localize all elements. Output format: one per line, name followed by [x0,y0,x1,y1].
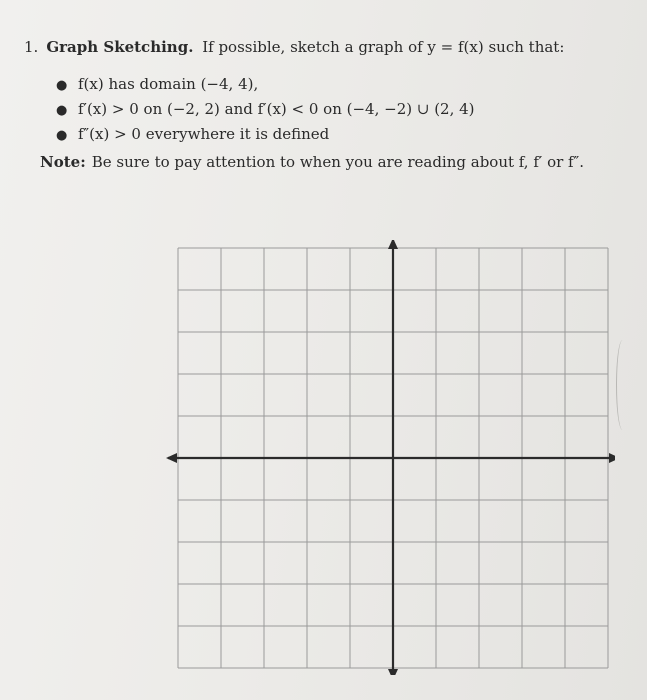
graph-grid-canvas[interactable] [160,240,615,675]
conditions-list [56,72,475,147]
condition-first-derivative: f′(x) > 0 on (−2, 2) and f′(x) < 0 on (−4, −2) ∪ (2, 4) [78,100,475,118]
x-axis-left-arrow-icon [166,453,177,463]
problem-number: 1. [24,38,39,56]
note [40,153,584,171]
y-axis-up-arrow-icon [388,240,398,249]
page-edge-shadow [616,340,629,430]
condition-item [56,122,475,147]
condition-domain: f(x) has domain (−4, 4), [78,75,259,93]
condition-second-derivative: f″(x) > 0 everywhere it is defined [78,125,330,143]
y-axis-down-arrow-icon [388,669,398,675]
condition-item [56,72,475,97]
bullet-icon: ● [56,78,68,93]
note-label: Note: [40,153,86,171]
bullet-icon: ● [56,128,68,143]
condition-item [56,97,475,122]
problem-title: Graph Sketching. [46,38,194,56]
x-axis-right-arrow-icon [609,453,615,463]
note-text: Be sure to pay attention to when you are reading about f, f′ or f″. [91,153,584,171]
problem-prompt: If possible, sketch a graph of y = f(x) such that: [202,38,565,56]
problem-statement [24,38,564,56]
bullet-icon: ● [56,103,68,118]
graph-grid[interactable] [160,240,615,675]
